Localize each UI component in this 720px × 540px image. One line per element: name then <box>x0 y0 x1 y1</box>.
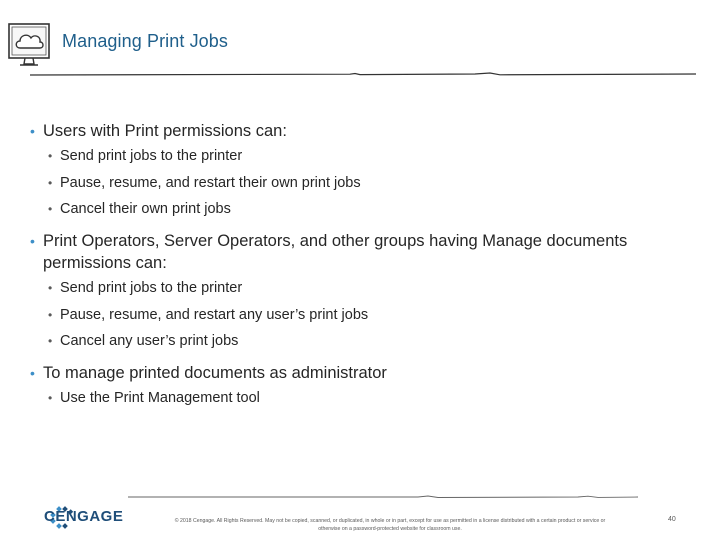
bullet-level1 <box>30 230 700 274</box>
bullet-text: Cancel their own print jobs <box>60 201 231 217</box>
bullet-dot: • <box>48 175 53 190</box>
footer-divider <box>128 494 638 500</box>
cloud-computer-icon <box>6 18 56 70</box>
copyright-line1: © 2018 Cengage. All Rights Reserved. May not be copied, scanned, or duplicated, in whole or in part, except for use as permitted in a license distributed with a certain product or service or <box>174 518 606 524</box>
bullet-text: Send print jobs to the printer <box>60 148 243 164</box>
bullet-text: Cancel any user’s print jobs <box>60 333 239 349</box>
bullet-text: To manage printed documents as administrator <box>43 364 387 382</box>
bullet-dot: • <box>48 202 53 216</box>
bullet-dot: • <box>48 281 53 295</box>
bullet-level2 <box>30 146 700 166</box>
title-divider <box>30 70 696 78</box>
bullet-dot: • <box>48 307 53 322</box>
bullet-text: Pause, resume, and restart any user’s print jobs <box>60 306 369 323</box>
bullet-level2 <box>30 173 700 193</box>
bullet-text: Send print jobs to the printer <box>60 280 243 296</box>
bullet-dot: • <box>30 233 35 249</box>
bullet-text: Pause, resume, and restart their own print jobs <box>60 174 361 191</box>
bullet-dot: • <box>30 123 35 139</box>
bullet-level2 <box>30 278 700 298</box>
bullet-dot: • <box>48 334 53 348</box>
bullet-level2 <box>30 305 700 325</box>
bullet-text: Use the Print Management tool <box>60 390 260 406</box>
bullet-dot: • <box>48 391 53 405</box>
bullet-text: Users with Print permissions can: <box>43 122 287 140</box>
bullet-level1 <box>30 120 700 142</box>
copyright-notice <box>140 517 640 533</box>
cengage-logo-text: CENGAGE <box>44 508 124 525</box>
bullet-text-continued: permissions can: <box>43 254 167 272</box>
page-number: 40 <box>668 516 676 523</box>
bullet-level2 <box>30 199 700 219</box>
bullet-text: Print Operators, Server Operators, and other groups having Manage documents <box>43 232 628 250</box>
page-title: Managing Print Jobs <box>62 31 228 51</box>
bullet-dot: • <box>48 149 53 163</box>
bullet-level1 <box>30 362 700 384</box>
bullet-level2 <box>30 388 700 408</box>
bullet-dot: • <box>30 365 35 381</box>
bullet-level2 <box>30 331 700 351</box>
bullet-content <box>30 120 700 408</box>
copyright-line2: otherwise on a password-protected website for classroom use. <box>318 526 462 532</box>
